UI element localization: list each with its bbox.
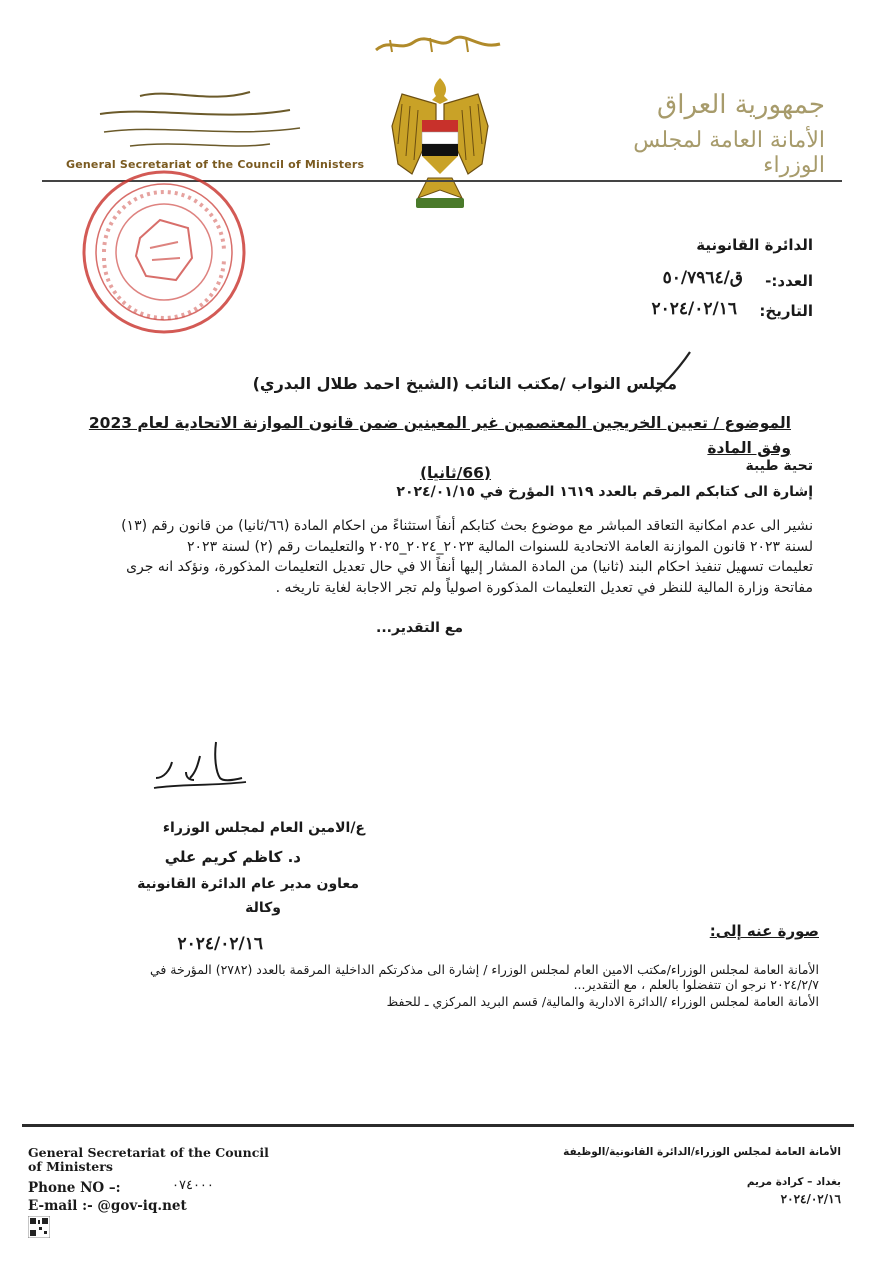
footer-phone-label: Phone NO –: [28,1180,121,1196]
footer-arabic-date: ٢٠٢٤/٠٢/١٦ [780,1192,841,1206]
signature-date: ٢٠٢٤/٠٢/١٦ [177,934,263,954]
date-label: التاريخ: [759,302,813,320]
copy-to-item [49,962,819,992]
regards: مع التقدير... [376,620,463,636]
copy-to-title: صورة عنه إلى: [709,922,819,940]
footer-rule [22,1124,854,1127]
qr-code-icon [28,1216,50,1238]
footer-email: E-mail :- @gov-iq.net [28,1198,187,1214]
copy-to-item [49,994,819,1009]
department-name: الدائرة القانونية [696,236,813,254]
letterhead-right-line-2: الأمانة العامة لمجلس الوزراء [633,128,825,178]
body-line-4: مفاتحة وزارة المالية للنظر في تعديل التعليمات المذكورة اصولياً ولم تجر الاجابة لغاية تاريخه . [275,579,813,596]
signatory-capacity: وكالة [245,900,281,916]
footer-arabic-address: بغداد – كرادة مريم [746,1176,841,1188]
footer-phone-value: ٠٧٤٠٠٠ [172,1178,214,1193]
subject [71,411,791,486]
date-value: ٢٠٢٤/٠٢/١٦ [651,299,737,319]
subject-line-1: الموضوع / تعيين الخريجين المعتصمين غير المعينين ضمن قانون الموازنة الاتحادية لعام 2023 وفق المادة [88,414,791,457]
handwritten-signature [150,738,250,800]
signatory-title: ع/الامين العام لمجلس الوزراء [162,820,365,836]
letterhead-right-line-1: جمهورية العراق [657,90,825,120]
copy-to-item-2: الأمانة العامة لمجلس الوزراء /الدائرة الادارية والمالية/ قسم البريد المركزي ـ للحفظ [386,994,819,1009]
letter-body [53,516,813,598]
signatory-name: د. كاظم كريم علي [164,848,301,866]
number-value: ق/٥٠/٧٩٦٤ [662,268,743,288]
footer-org-english: General Secretariat of the Council of Ministers [28,1145,269,1174]
copy-to-item-1-cont: ٢٠٢٤/٢/٧ نرجو ان تتفضلوا بالعلم ، مع التقدير... [573,977,819,992]
copy-to-item-1: الأمانة العامة لمجلس الوزراء/مكتب الامين العام لمجلس الوزراء / إشارة الى مذكرتكم الداخلية المرقمة بالعدد (٢٧٨٢) المؤرخة في [149,962,819,977]
basmala-calligraphy-mark [370,34,506,56]
footer-arabic-org: الأمانة العامة لمجلس الوزراء/الدائرة القانونية/الوظيفة [563,1146,841,1158]
body-line-1: نشير الى عدم امكانية التعاقد المباشر مع موضوع بحث كتابكم أنفاً استثناءً من احكام المادة (٦٦/ثانيا) من قانون رقم (١٣) [121,518,813,534]
reference-line: إشارة الى كتابكم المرقم بالعدد ١٦١٩ المؤرخ في ٢٠٢٤/٠١/١٥ [396,484,813,500]
signatory-position: معاون مدير عام الدائرة القانونية [137,876,359,892]
body-line-3: تعليمات تسهيل تنفيذ احكام البند (ثانيا) من المادة المشار إليها أنفاً الا في حال تعديل التعليمات المذكورة، ونؤكد انه جرى [126,559,813,575]
eagle-emblem-icon [388,74,492,212]
greeting: تحية طيبة [745,458,813,474]
red-seal-icon [80,168,248,336]
number-label: العدد:- [765,272,813,290]
subject-line-2: (66/ثانيا) [419,464,491,482]
addressee: مجلس النواب /مكتب النائب (الشيخ احمد طلال البدري) [252,374,677,393]
body-line-2: لسنة ٢٠٢٣ قانون الموازنة العامة الاتحادية للسنوات المالية ٢٠٢٣_٢٠٢٤_٢٠٢٥ والتعليمات رقم (٢) لسنة ٢٠٢٣ [187,538,813,555]
letterhead-english-line: General Secretariat of the Council of Ministers [66,158,365,171]
copy-to-list [49,962,819,1011]
